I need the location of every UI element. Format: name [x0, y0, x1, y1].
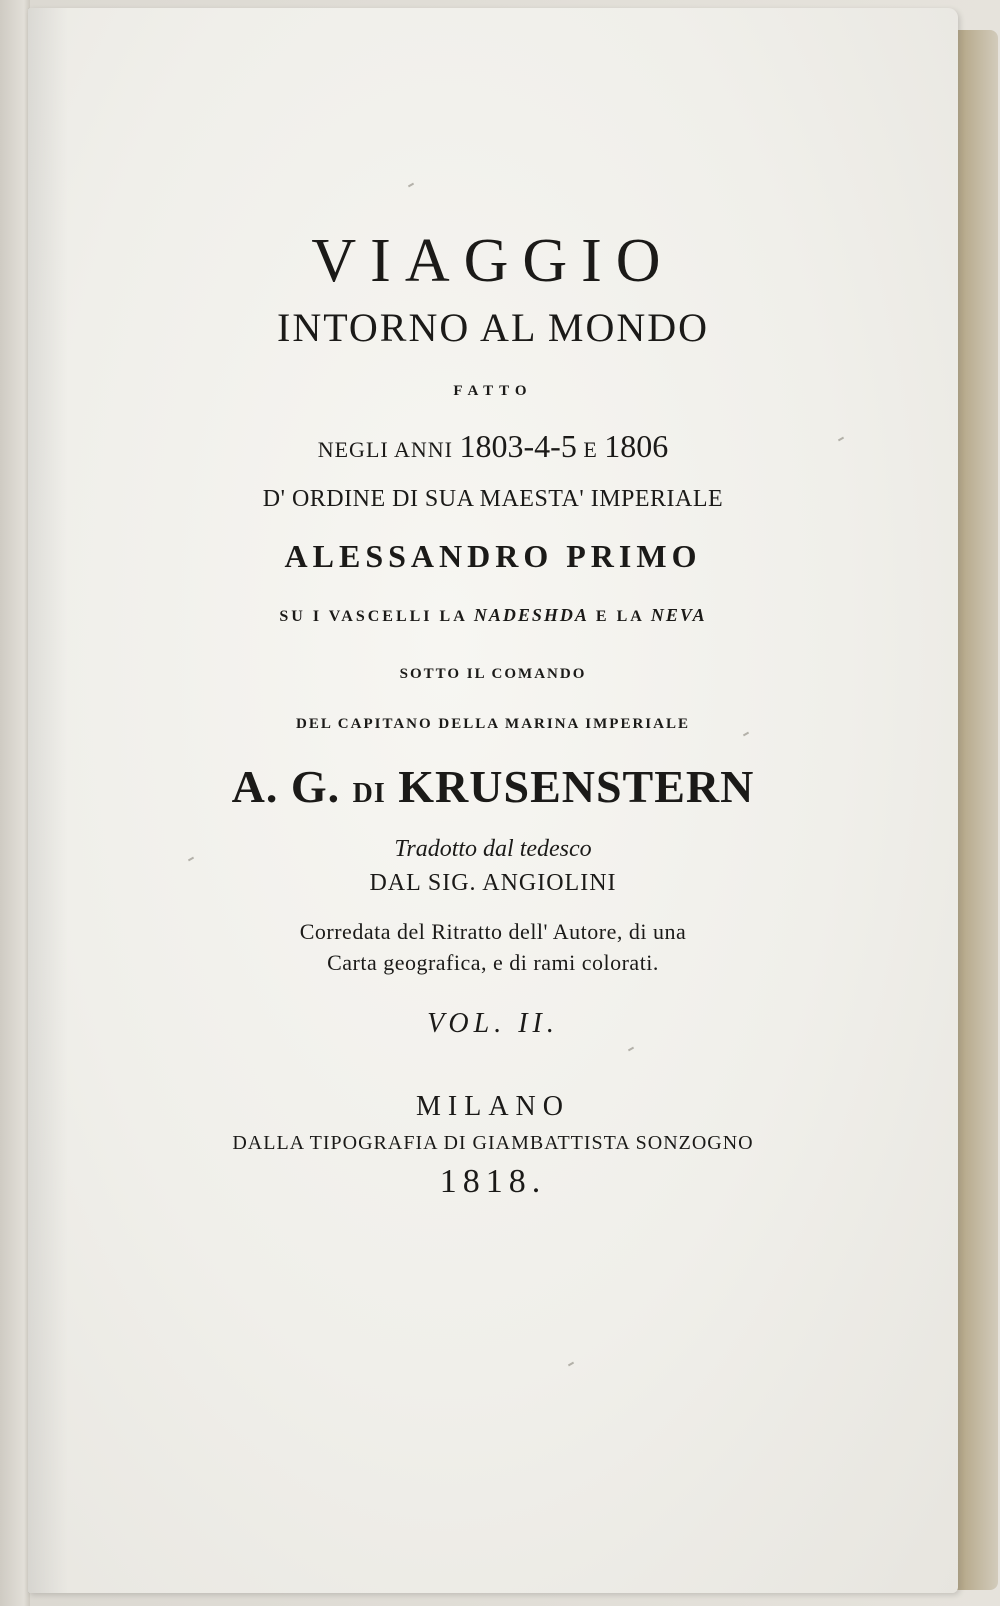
ships-line — [28, 605, 958, 626]
years-conj: E — [583, 437, 598, 462]
author-initials: A. G. — [231, 761, 341, 812]
order-line: D' ORDINE DI SUA MAESTA' IMPERIALE — [262, 486, 724, 512]
paper-speck — [408, 183, 414, 188]
ships-prefix: SU I VASCELLI LA — [279, 608, 467, 625]
imprint-city: MILANO — [416, 1091, 570, 1122]
book-title: VIAGGIO — [311, 227, 675, 295]
translated-line: Tradotto dal tedesco — [394, 836, 592, 862]
paper-speck — [568, 1362, 574, 1367]
years-last: 1806 — [604, 428, 669, 464]
illustrations-line-1: Corredata del Ritratto dell' Autore, di una — [299, 919, 687, 944]
book-subtitle: INTORNO AL MONDO — [277, 305, 709, 350]
years-line — [28, 428, 958, 465]
ships-conj: E LA — [595, 608, 644, 625]
left-page-edge — [0, 0, 30, 1606]
years-prefix: NEGLI ANNI — [317, 437, 453, 462]
imprint-printer: DALLA TIPOGRAFIA DI GIAMBATTISTA SONZOGNO — [232, 1132, 754, 1154]
command-line: SOTTO IL COMANDO — [399, 666, 587, 682]
emperor-name: ALESSANDRO PRIMO — [284, 538, 702, 574]
years-range: 1803-4-5 — [459, 428, 577, 464]
imprint-year: 1818. — [439, 1163, 547, 1200]
title-page — [28, 8, 958, 1593]
author-line — [28, 760, 958, 813]
author-surname: KRUSENSTERN — [398, 761, 755, 812]
paper-speck — [628, 1047, 634, 1052]
volume-number: VOL. II. — [427, 1008, 559, 1039]
author-di: DI — [352, 778, 386, 809]
translator-line: DAL SIG. ANGIOLINI — [369, 870, 617, 896]
ship-nadeshda: NADESHDA — [473, 605, 589, 625]
fatto-line: FATTO — [453, 383, 533, 399]
ship-neva: NEVA — [650, 605, 707, 625]
illustrations-line-2: Carta geografica, e di rami colorati. — [327, 950, 659, 975]
captain-line: DEL CAPITANO DELLA MARINA IMPERIALE — [296, 716, 690, 732]
